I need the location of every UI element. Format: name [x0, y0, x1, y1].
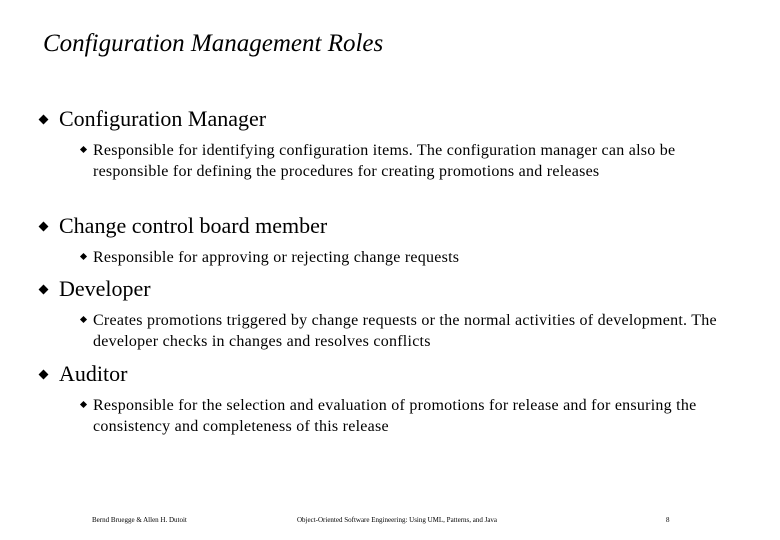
topic-label: Auditor	[59, 361, 128, 386]
sub-bullet	[80, 395, 720, 437]
topic-row	[38, 213, 758, 239]
role-configuration-manager	[38, 106, 758, 182]
small-diamond-bullet-icon	[80, 146, 87, 153]
topic-row	[38, 106, 758, 132]
diamond-bullet-icon	[39, 115, 49, 125]
sub-bullet-text: Responsible for the selection and evaluation of promotions for release and for ensuring the consistency and completeness of this release	[93, 397, 697, 435]
sub-bullet	[80, 310, 720, 352]
sub-bullet-text: Responsible for approving or rejecting change requests	[93, 249, 460, 266]
diamond-bullet-icon	[39, 222, 49, 232]
small-diamond-bullet-icon	[80, 401, 87, 408]
role-auditor	[38, 361, 758, 437]
topic-label: Configuration Manager	[59, 106, 267, 131]
footer-authors: Bernd Bruegge & Allen H. Dutoit	[92, 516, 187, 524]
role-developer	[38, 276, 758, 352]
footer-book-title: Object-Oriented Software Engineering: Using UML, Patterns, and Java	[297, 516, 498, 524]
diamond-bullet-icon	[39, 370, 49, 380]
sub-bullet-text: Creates promotions triggered by change requests or the normal activities of development. The developer checks in changes and resolves conflicts	[93, 312, 717, 350]
diamond-bullet-icon	[39, 285, 49, 295]
sub-bullet-text: Responsible for identifying configuration items. The configuration manager can also be responsible for defining the procedures for creating promotions and releases	[93, 142, 676, 180]
small-diamond-bullet-icon	[80, 253, 87, 260]
sub-bullet	[80, 140, 720, 182]
topic-row	[38, 361, 758, 387]
footer-page-number: 8	[666, 516, 670, 524]
small-diamond-bullet-icon	[80, 316, 87, 323]
topic-label: Change control board member	[59, 213, 328, 238]
slide-title: Configuration Management Roles	[43, 30, 384, 57]
sub-bullet	[80, 247, 720, 268]
role-change-control-board-member	[38, 213, 758, 268]
topic-label: Developer	[59, 276, 151, 301]
topic-row	[38, 276, 758, 302]
